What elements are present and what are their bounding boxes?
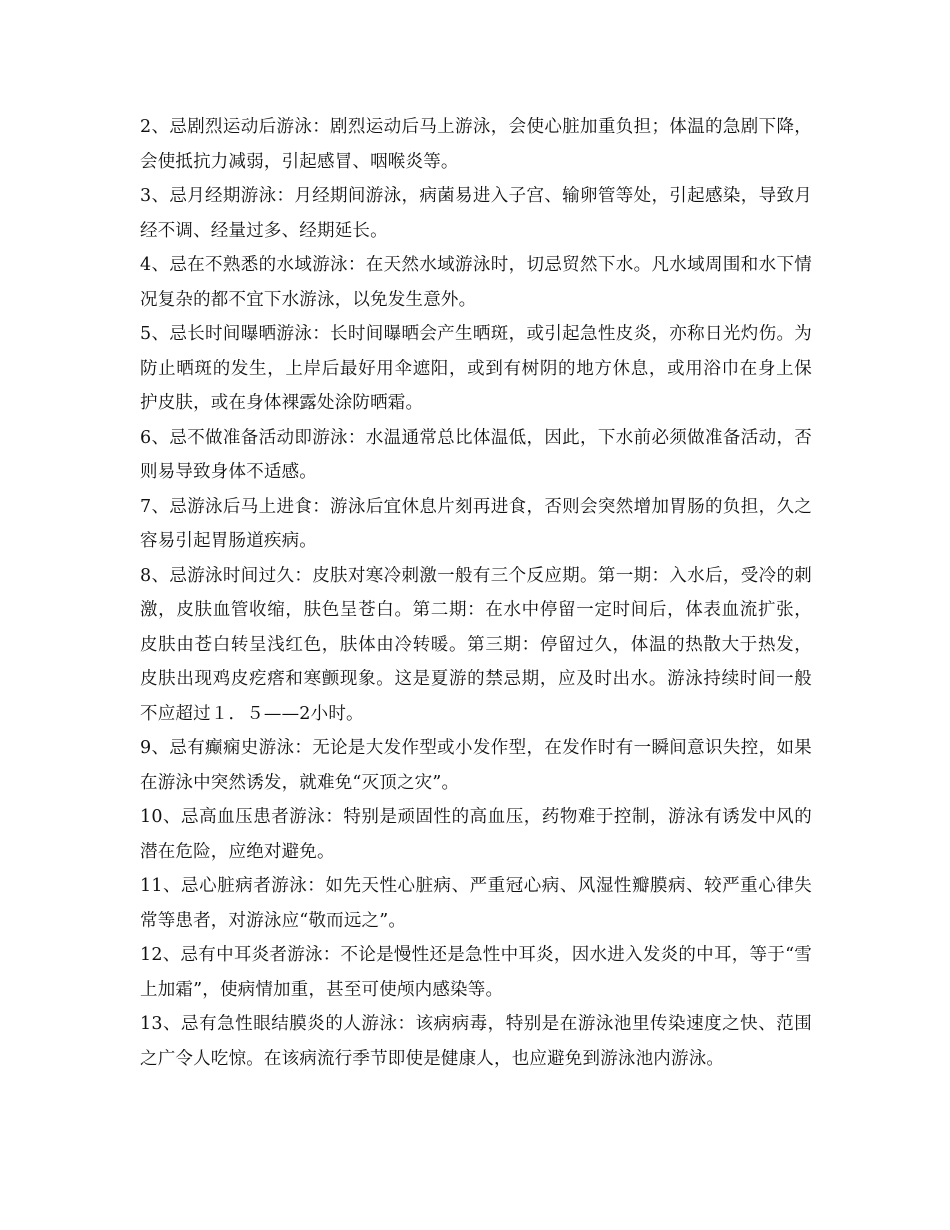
document-page [140, 110, 812, 1076]
paragraph-item-6: 6、忌不做准备活动即游泳：水温通常总比体温低，因此，下水前必须做准备活动，否则易导致身体不适感。 [140, 427, 812, 482]
paragraph-item-4: 4、忌在不熟悉的水域游泳：在天然水域游泳时，切忌贸然下水。凡水域周围和水下情况复杂的都不宜下水游泳，以免发生意外。 [140, 255, 812, 310]
paragraph-item-7: 7、忌游泳后马上进食：游泳后宜休息片刻再进食，否则会突然增加胃肠的负担，久之容易引起胃肠道疾病。 [140, 496, 812, 551]
paragraph-item-3: 3、忌月经期游泳：月经期间游泳，病菌易进入子宫、输卵管等处，引起感染，导致月经不调、经量过多、经期延长。 [140, 186, 812, 241]
paragraph-item-5: 5、忌长时间曝晒游泳：长时间曝晒会产生晒斑，或引起急性皮炎，亦称日光灼伤。为防止晒斑的发生，上岸后最好用伞遮阳，或到有树阴的地方休息，或用浴巾在身上保护皮肤，或在身体裸露处涂防晒霜。 [140, 324, 812, 413]
paragraph-item-12: 12、忌有中耳炎者游泳：不论是慢性还是急性中耳炎，因水进入发炎的中耳，等于“雪上加霜”，使病情加重，甚至可使颅内感染等。 [140, 945, 812, 1000]
paragraph-item-13: 13、忌有急性眼结膜炎的人游泳：该病病毒，特别是在游泳池里传染速度之快、范围之广令人吃惊。在该病流行季节即使是健康人，也应避免到游泳池内游泳。 [140, 1014, 812, 1069]
paragraph-item-9: 9、忌有癫痫史游泳：无论是大发作型或小发作型，在发作时有一瞬间意识失控，如果在游泳中突然诱发，就难免“灭顶之灾”。 [140, 738, 812, 793]
paragraph-item-10: 10、忌高血压患者游泳：特别是顽固性的高血压，药物难于控制，游泳有诱发中风的潜在危险，应绝对避免。 [140, 807, 812, 862]
paragraph-item-11: 11、忌心脏病者游泳：如先天性心脏病、严重冠心病、风湿性瓣膜病、较严重心律失常等患者，对游泳应“敬而远之”。 [140, 876, 812, 931]
paragraph-item-2: 2、忌剧烈运动后游泳：剧烈运动后马上游泳，会使心脏加重负担；体温的急剧下降，会使抵抗力减弱，引起感冒、咽喉炎等。 [140, 117, 812, 172]
paragraph-item-8: 8、忌游泳时间过久：皮肤对寒冷刺激一般有三个反应期。第一期：入水后，受冷的刺激，皮肤血管收缩，肤色呈苍白。第二期：在水中停留一定时间后，体表血流扩张，皮肤由苍白转呈浅红色，肤体由冷转暖。第三期：停留过久，体温的热散大于热发，皮肤出现鸡皮疙瘩和寒颤现象。这是夏游的禁忌期，应及时出水。游泳持续时间一般不应超过１．５——2小时。 [140, 565, 812, 724]
